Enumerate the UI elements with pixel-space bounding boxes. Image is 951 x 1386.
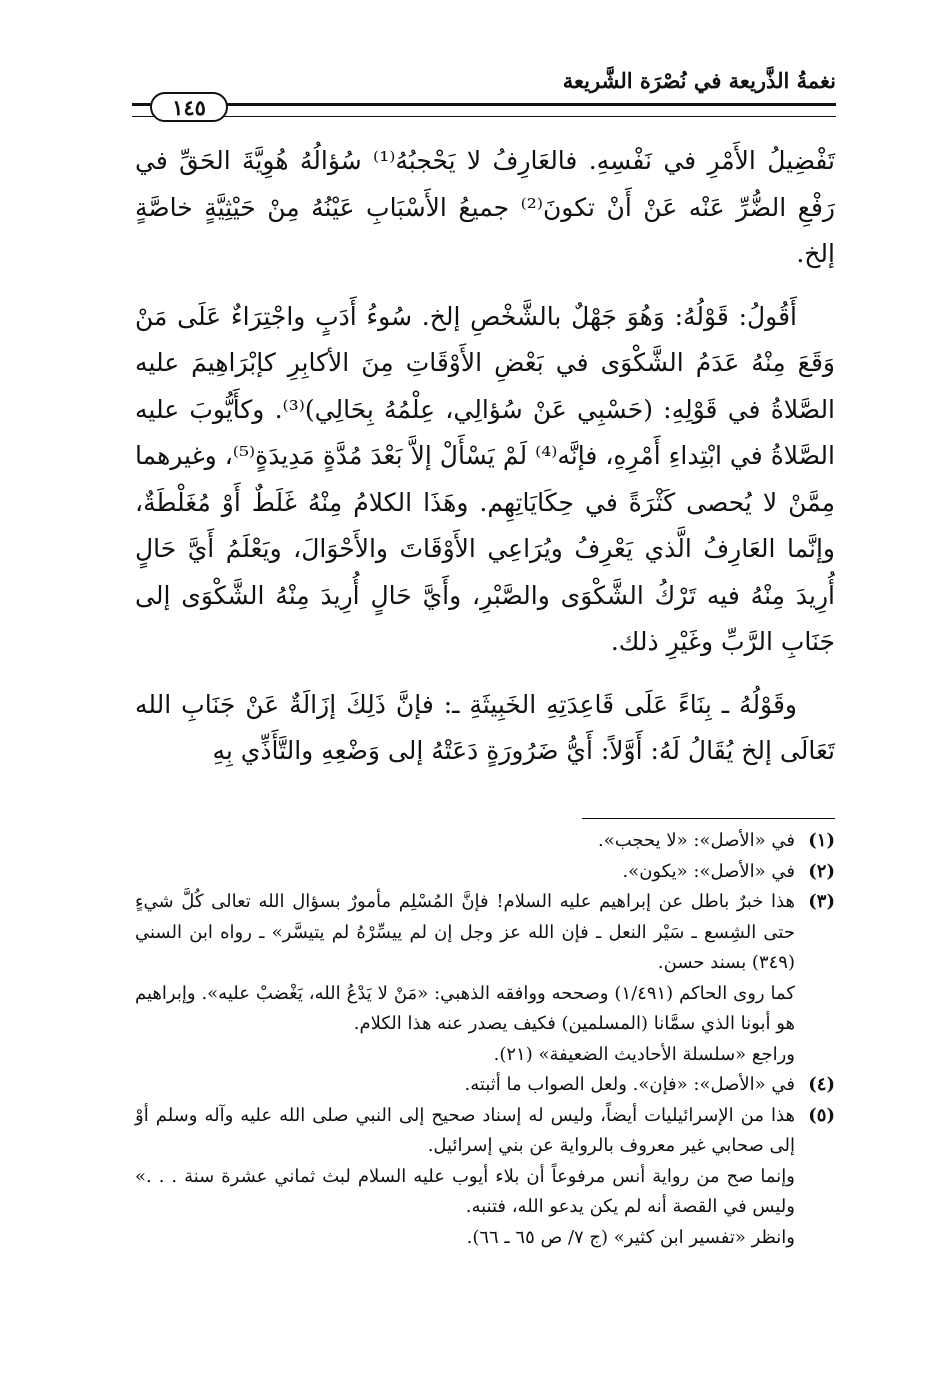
footnote — [135, 1101, 835, 1254]
footnote-number: (٢) — [808, 860, 835, 882]
footnote-text — [135, 1101, 795, 1254]
footnote-line: في «الأصل»: «فإن». ولعل الصواب ما أثبته. — [464, 1074, 795, 1095]
footnote — [135, 857, 835, 888]
main-text — [135, 138, 835, 775]
footnote-line: في «الأصل»: «يكون». — [622, 860, 795, 882]
header-rule — [132, 103, 836, 117]
footnote-text — [135, 857, 795, 888]
footnote-number: (١) — [808, 830, 835, 851]
footnote-line: في «الأصل»: «لا يحجب». — [598, 830, 795, 851]
running-header-title: نغمةُ الذَّريعة في نُصْرَة الشَّريعة — [562, 68, 836, 93]
footnote-separator — [582, 818, 835, 819]
footnote-line: هذا من الإسرائيليات أيضاً، وليس له إسناد صحيح إلى النبي صلى الله عليه وآله وسلم أوْ إلى صحابي غير معروف بالرواية عن بني إسرائيل. — [135, 1104, 795, 1156]
footnote-number: (٣) — [808, 891, 835, 912]
footnote-line: هذا خبرٌ باطل عن إبراهيم عليه السلام! فإنَّ المُسْلِم مأمورٌ بسؤال الله تعالى كُلَّ شيءٍ حتى الشِسع ـ سَيْر النعل ـ فإن الله عز وجل إن لم ييسِّرْهُ لم يتيسَّر» ـ رواه ابن السني (٣٤٩) بسند حسن. — [135, 891, 795, 973]
paragraph: تَفْضِيلُ الأَمْرِ في نَفْسِهِ. فالعَارِفُ لا يَحْجبُهُ⁽¹⁾ سُؤالُهُ هُوِيَّةَ الحَقِّ في رَفْعِ الضُّرِّ عَنْه عَنْ أَنْ تكونَ⁽²⁾ جميعُ الأَسْبَابِ عَيْنُهُ مِنْ حَيْثِيَّةٍ خاصَّةٍ إلخ. — [135, 146, 835, 268]
paragraph: وقَوْلُهُ ـ بِنَاءً عَلَى قَاعِدَتِهِ الخَبِيثَةِ ـ: فإنَّ ذَلِكَ إزَالَةٌ عَنْ جَنَابِ الله تَعَالَى إلخ يُقَالُ لَهُ: أَوَّلاً: أَيُّ ضَرُورَةٍ دَعَتْهُ إلى وَضْعِهِ والتَّأَذِّي بِهِ — [135, 689, 835, 765]
footnote-text — [135, 1070, 795, 1101]
paragraph: أَقُولُ: قَوْلُهُ: وَهُوَ جَهْلٌ بالشَّخْصِ إلخ. سُوءُ أَدَبٍ واجْتِرَاءٌ عَلَى مَنْ وَقَعَ مِنْهُ عَدَمُ الشَّكْوَى في بَعْضِ الأَوْقَاتِ مِنَ الأكابِرِ كإبْرَاهِيمَ عليه الصَّلاةُ في قَوْلِهِ: (حَسْبِي عَنْ سُؤالِي، عِلْمُهُ بِحَالِي)⁽³⁾. وكأَيُّوبَ عليه الصَّلاةُ في ابْتِداءِ أَمْرِهِ، فإنَّه⁽⁴⁾ لَمْ يَسْأَلْ إلاَّ بَعْدَ مُدَّةٍ مَدِيدَةٍ⁽⁵⁾، وغيرهما مِمَّنْ لا يُحصى كَثْرَةً في حِكَايَاتِهِم. وهَذَا الكلامُ مِنْهُ غَلَطٌ أَوْ مُغَلْطَةٌ، وإنَّما العَارِفُ الَّذي يَعْرِفُ ويُرَاعِي الأَوْقَاتَ والأَحْوَالَ، ويَعْلَمُ أَيَّ حَالٍ أُرِيدَ مِنْهُ فيه تَرْكُ الشَّكْوَى والصَّبْرِ، وأَيَّ حَالٍ أُرِيدَ مِنْهُ الشَّكْوَى إلى جَنَابِ الرَّبِّ وغَيْرِ ذلك. — [135, 301, 836, 656]
footnotes — [135, 826, 835, 1253]
footnote-line: وانظر «تفسير ابن كثير» (ج ٧/ ص ٦٥ ـ ٦٦). — [466, 1226, 795, 1248]
footnote — [135, 1070, 835, 1101]
page-number: ١٤٥ — [150, 92, 228, 122]
footnote — [135, 887, 835, 1070]
footnote-line: كما روى الحاكم (١/٤٩١) وصححه ووافقه الذهبي: «مَنْ لا يَدْعُ الله، يَغْضبْ عليه». وإبراهيم هو أبونا الذي سمَّانا (المسلمين) فكيف يصدر عنه هذا الكلام. — [135, 982, 795, 1034]
footnote-line: وإنما صح من رواية أنس مرفوعاً أن بلاء أيوب عليه السلام لبث ثماني عشرة سنة . . .» وليس في القصة أنه لم يكن يدعو الله، فتنبه. — [135, 1165, 795, 1217]
footnote — [135, 826, 835, 857]
footnote-text — [135, 887, 795, 1070]
footnote-number: (٥) — [808, 1104, 835, 1126]
footnote-text — [135, 826, 795, 857]
footnote-number: (٤) — [808, 1074, 835, 1095]
footnote-line: وراجع «سلسلة الأحاديث الضعيفة» (٢١). — [493, 1043, 795, 1065]
